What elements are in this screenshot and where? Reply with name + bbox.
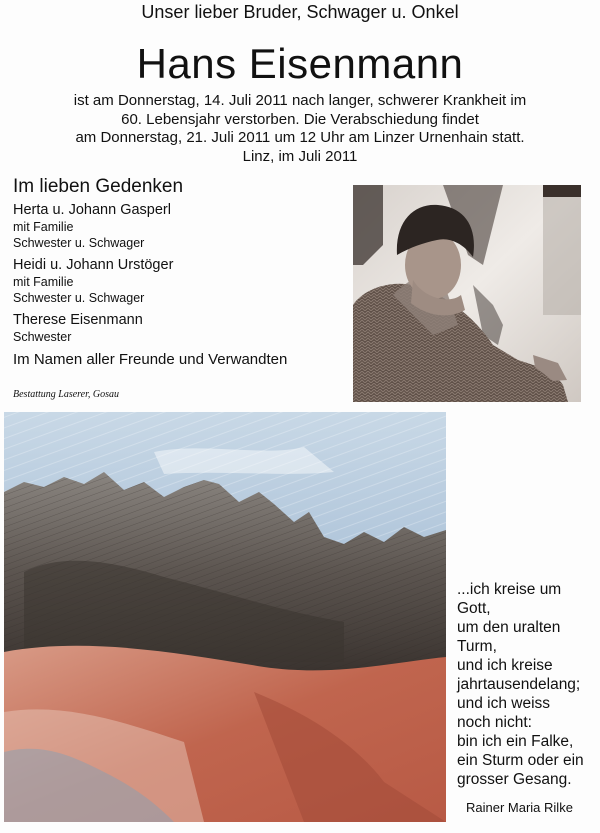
portrait-photo — [353, 185, 581, 402]
poem-line: noch nicht: — [457, 714, 532, 731]
mourner-entry — [13, 257, 343, 306]
rilke-poem — [457, 580, 597, 789]
death-notice — [0, 92, 600, 166]
poem-line: ein Sturm oder ein — [457, 752, 584, 769]
notice-line: ist am Donnerstag, 14. Juli 2011 nach langer, schwerer Krankheit im — [73, 92, 527, 109]
poem-line: und ich kreise — [457, 657, 553, 674]
friends-relatives-line: Im Namen aller Freunde und Verwandten — [13, 351, 288, 368]
mourner-entry — [13, 312, 343, 345]
notice-line: am Donnerstag, 21. Juli 2011 um 12 Uhr am Linzer Urnenhain statt. — [75, 129, 525, 146]
background-pillar — [543, 185, 581, 315]
poem-line: bin ich ein Falke, — [457, 733, 574, 750]
poem-line: Turm, — [457, 638, 497, 655]
mourner-relation: Schwester u. Schwager — [13, 236, 145, 250]
poem-line: Gott, — [457, 600, 491, 617]
poem-line: grosser Gesang. — [457, 771, 572, 788]
poem-line: jahrtausendelang; — [457, 676, 581, 693]
mountain-landscape-painting — [4, 412, 446, 822]
mourner-relation: Schwester — [13, 330, 72, 344]
mourner-name: Heidi u. Johann Urstöger — [13, 257, 174, 273]
poem-author: Rainer Maria Rilke — [466, 800, 573, 815]
notice-place-date: Linz, im Juli 2011 — [242, 147, 358, 165]
mourner-name: Herta u. Johann Gasperl — [13, 202, 171, 218]
memorial-heading: Im lieben Gedenken — [13, 176, 184, 197]
poem-line: um den uralten — [457, 619, 561, 636]
undertaker-credit: Bestattung Laserer, Gosau — [13, 389, 120, 400]
poem-line: und ich weiss — [457, 695, 551, 712]
background-dark-strip — [543, 185, 581, 197]
memorial-section — [13, 176, 343, 368]
notice-line: 60. Lebensjahr verstorben. Die Verabschiedung findet — [121, 110, 479, 128]
mourner-relation: Schwester u. Schwager — [13, 291, 145, 305]
deceased-name: Hans Eisenmann — [136, 40, 464, 87]
mourner-entry — [13, 202, 343, 251]
mourner-relation: mit Familie — [13, 220, 74, 234]
header-intro: Unser lieber Bruder, Schwager u. Onkel — [141, 2, 459, 22]
poem-line: ...ich kreise um — [457, 581, 562, 598]
mourner-name: Therese Eisenmann — [13, 312, 143, 328]
cloud — [154, 447, 334, 474]
mourner-relation: mit Familie — [13, 275, 74, 289]
